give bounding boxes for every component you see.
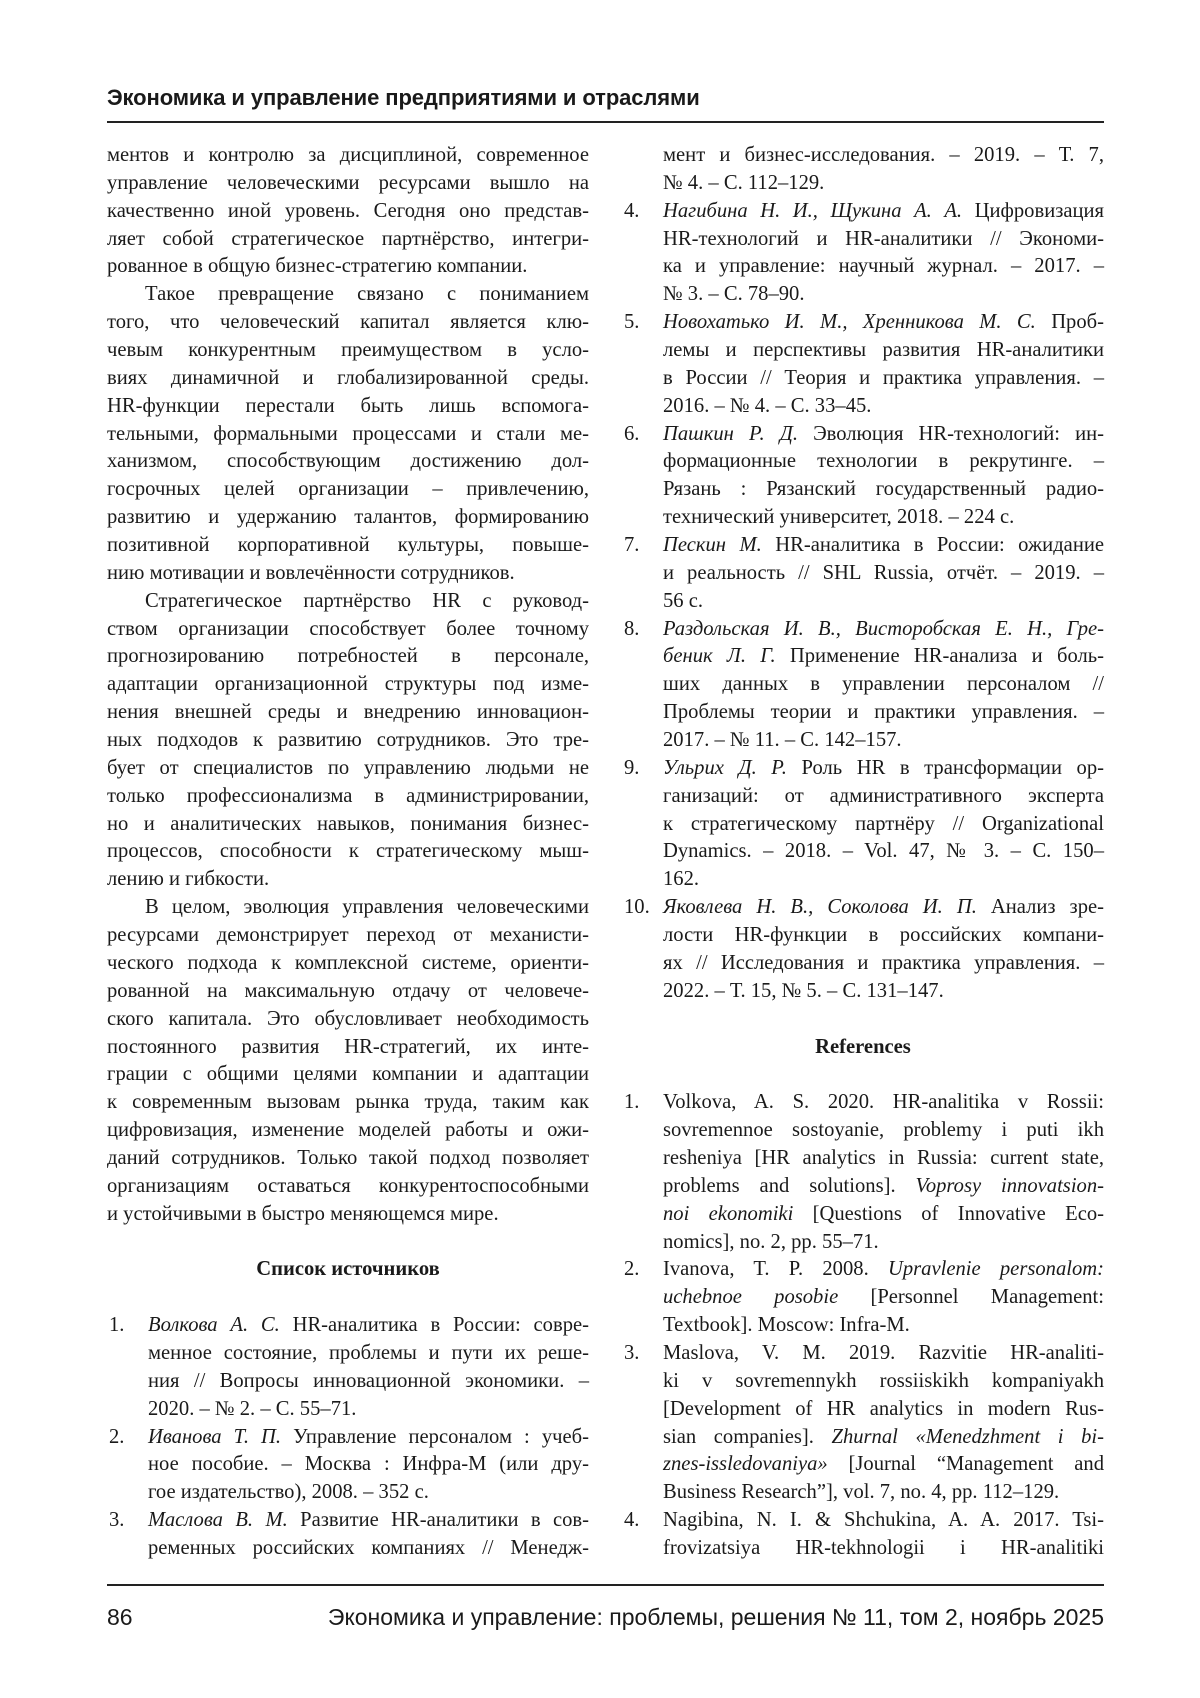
reference-number: 4. (624, 1507, 639, 1535)
italic-text: Волкова А. С. (148, 1314, 280, 1336)
text-line (107, 866, 589, 894)
reference-item (622, 1507, 1104, 1563)
text-line (663, 1256, 1104, 1284)
text-line (107, 226, 589, 254)
text-line (663, 1089, 1104, 1117)
text-line (148, 1535, 589, 1563)
text-segment: Проб- (1036, 311, 1104, 333)
text-segment: Развитие HR-аналитики в сов- (288, 1509, 589, 1531)
left-column (107, 142, 589, 1563)
italic-text: Zhurnal «Menedzhment i bi- (832, 1426, 1105, 1448)
text-segment: ных подходов к развитию сотрудников. Это тре- (107, 729, 589, 751)
reference-item (622, 309, 1104, 420)
paragraph (107, 588, 589, 894)
paragraph (107, 281, 589, 587)
text-line (663, 643, 1104, 671)
text-line (107, 838, 589, 866)
text-line (107, 922, 589, 950)
reference-number: 7. (624, 532, 639, 560)
text-segment: бует от специалистов по управлению людьми не (107, 757, 589, 779)
text-segment: нию мотивации и вовлечённости сотрудников. (107, 562, 515, 584)
text-segment: HR-аналитика в России: совре- (280, 1314, 589, 1336)
text-line (107, 783, 589, 811)
text-segment: ременных российских компаниях // Менедж- (148, 1537, 589, 1559)
text-segment: 56 с. (663, 590, 703, 612)
text-segment: В целом, эволюция управления человеческими (145, 896, 589, 918)
text-line (663, 393, 1104, 421)
text-line (663, 866, 1104, 894)
text-line (107, 253, 589, 281)
text-segment: ное пособие. – Москва : Инфра-М (или дру- (148, 1453, 589, 1475)
text-line (663, 588, 1104, 616)
text-segment: ресурсами демонстрирует переход от механисти- (107, 924, 589, 946)
text-segment: sian companies]. (663, 1426, 832, 1448)
right-column (622, 142, 1104, 1563)
text-segment: только профессионализма в администрировании, (107, 785, 589, 807)
reference-number: 1. (624, 1089, 639, 1117)
text-line (663, 476, 1104, 504)
text-line (148, 1479, 589, 1507)
text-line (663, 504, 1104, 532)
text-line (663, 1396, 1104, 1424)
text-segment: рованное в общую бизнес-стратегию компании. (107, 255, 527, 277)
text-segment: Применение HR-анализа и боль- (776, 645, 1104, 667)
text-line (148, 1340, 589, 1368)
text-segment: и устойчивыми в быстро меняющемся мире. (107, 1203, 499, 1225)
text-line (663, 142, 1104, 170)
text-line (663, 838, 1104, 866)
text-line (663, 783, 1104, 811)
reference-number: 6. (624, 421, 639, 449)
reference-item (622, 532, 1104, 616)
text-segment: resheniya [HR analytics in Russia: current state, (663, 1147, 1104, 1169)
section-heading: Список источников (107, 1256, 589, 1284)
text-line (107, 699, 589, 727)
text-segment: ki v sovremennykh rossiiskikh kompaniyakh (663, 1370, 1104, 1392)
text-segment: ях // Исследования и практика управления. – (663, 952, 1104, 974)
text-line (663, 1173, 1104, 1201)
text-segment: Ivanova, T. P. 2008. (663, 1258, 888, 1280)
text-segment: лости HR-функции в российских компани- (663, 924, 1104, 946)
reference-item (622, 894, 1104, 1005)
text-segment: организациям оставаться конкурентоспособными (107, 1175, 589, 1197)
text-line (663, 1424, 1104, 1452)
italic-text: uchebnoe posobie (663, 1286, 838, 1308)
text-line (107, 1061, 589, 1089)
italic-text: Новохатько И. М., Хренникова М. С. (663, 311, 1036, 333)
paragraph (107, 894, 589, 1228)
reference-item (107, 1507, 589, 1563)
text-segment: [Journal “Management and (828, 1453, 1104, 1475)
text-line (663, 281, 1104, 309)
text-segment: 2022. – Т. 15, № 5. – С. 131–147. (663, 980, 944, 1002)
italic-text: Раздольская И. В., Висторобская Е. Н., Гре- (663, 618, 1104, 640)
text-line (663, 699, 1104, 727)
text-segment: лению и гибкости. (107, 868, 269, 890)
text-line (107, 504, 589, 532)
text-segment: Эволюция HR-технологий: ин- (798, 423, 1104, 445)
italic-text: беник Л. Г. (663, 645, 776, 667)
text-segment: нения внешней среды и внедрению инновацион- (107, 701, 589, 723)
text-segment: развитию и удержанию талантов, формированию (107, 506, 589, 528)
text-segment: ством организации способствует более точному (107, 618, 589, 640)
text-segment: 162. (663, 868, 699, 890)
italic-text: noi ekonomiki (663, 1203, 793, 1225)
text-line (107, 1034, 589, 1062)
page-number: 86 (107, 1603, 133, 1631)
text-segment: управление человеческими ресурсами вышло на (107, 172, 589, 194)
reference-item (622, 142, 1104, 198)
text-segment: Volkova, A. S. 2020. HR-analitika v Rossii: (663, 1091, 1104, 1113)
text-segment: HR-функции перестали быть лишь вспомога- (107, 395, 589, 417)
reference-item (622, 1256, 1104, 1340)
reference-number: 2. (109, 1424, 124, 1452)
text-segment: Textbook]. Moscow: Infra-M. (663, 1314, 910, 1336)
text-segment: постоянного развития HR-стратегий, их инте- (107, 1036, 589, 1058)
text-line (663, 226, 1104, 254)
reference-number: 8. (624, 616, 639, 644)
text-line (663, 1340, 1104, 1368)
text-segment: ческого подхода к комплексной системе, ориенти- (107, 952, 589, 974)
footer-rule (107, 1584, 1104, 1586)
text-segment: тельными, формальными процессами и стали ме- (107, 423, 589, 445)
text-segment: Управление персоналом : учеб- (281, 1426, 589, 1448)
text-segment: виях динамичной и глобализированной среды. (107, 367, 589, 389)
text-line (663, 922, 1104, 950)
text-line (107, 365, 589, 393)
reference-number: 2. (624, 1256, 639, 1284)
text-segment: ханизмом, способствующим достижению дол- (107, 450, 589, 472)
text-line (107, 1173, 589, 1201)
text-line (148, 1507, 589, 1535)
text-segment: 2017. – № 11. – С. 142–157. (663, 729, 902, 751)
text-line (107, 309, 589, 337)
text-line (107, 421, 589, 449)
text-line (663, 1284, 1104, 1312)
text-segment: к современным вызовам рынка труда, таким как (107, 1091, 589, 1113)
text-segment: технический университет, 2018. – 224 с. (663, 506, 1014, 528)
text-segment: ментов и контролю за дисциплиной, современное (107, 144, 589, 166)
text-line (107, 142, 589, 170)
text-line (107, 671, 589, 699)
text-line (107, 950, 589, 978)
text-line (663, 253, 1104, 281)
text-segment: Стратегическое партнёрство HR с руковод- (145, 590, 589, 612)
text-line (107, 198, 589, 226)
text-segment: грации с общими целями компании и адаптации (107, 1063, 589, 1085)
text-segment: цифровизация, изменение моделей работы и ожи- (107, 1119, 589, 1141)
text-line (663, 727, 1104, 755)
reference-number: 3. (109, 1507, 124, 1535)
text-line (663, 1229, 1104, 1257)
text-line (663, 1368, 1104, 1396)
text-segment: прогнозированию потребностей в персонале, (107, 645, 589, 667)
text-segment: ка и управление: научный журнал. – 2017. – (663, 255, 1104, 277)
reference-item (622, 1089, 1104, 1256)
running-head-section-title: Экономика и управление предприятиями и отраслями (107, 84, 700, 112)
reference-item (622, 616, 1104, 755)
text-segment: Dynamics. – 2018. – Vol. 47, № 3. – С. 150– (663, 840, 1104, 862)
reference-number: 5. (624, 309, 639, 337)
text-segment: [Questions of Innovative Eco- (793, 1203, 1104, 1225)
text-line (663, 894, 1104, 922)
text-segment: рованной на максимальную отдачу от человече- (107, 980, 589, 1002)
text-line (107, 811, 589, 839)
text-segment: 2020. – № 2. – С. 55–71. (148, 1398, 356, 1420)
text-line (107, 337, 589, 365)
text-segment: [Personnel Management: (838, 1286, 1104, 1308)
text-segment: мент и бизнес-исследования. – 2019. – Т. 7, (663, 144, 1104, 166)
italic-text: Voprosy innovatsion- (916, 1175, 1104, 1197)
text-segment: лемы и перспективы развития HR-аналитики (663, 339, 1104, 361)
text-segment: Nagibina, N. I. & Shchukina, A. A. 2017. Tsi- (663, 1509, 1104, 1531)
text-segment: госрочных целей организации – привлечению, (107, 478, 589, 500)
text-segment: Рязань : Рязанский государственный радио- (663, 478, 1104, 500)
text-line (107, 1006, 589, 1034)
text-line (107, 894, 589, 922)
text-line (663, 978, 1104, 1006)
text-segment: гое издательство), 2008. – 352 с. (148, 1481, 429, 1503)
text-line (107, 448, 589, 476)
text-line (663, 170, 1104, 198)
page-footer (107, 1603, 1104, 1631)
italic-text: Нагибина Н. И., Щукина А. А. (663, 200, 962, 222)
text-line (107, 560, 589, 588)
text-segment: Цифровизация (962, 200, 1104, 222)
reference-number: 10. (624, 894, 650, 922)
text-segment: в России // Теория и практика управления. – (663, 367, 1104, 389)
text-line (663, 421, 1104, 449)
text-segment: Анализ зре- (977, 896, 1104, 918)
reference-item (622, 198, 1104, 309)
text-segment: Maslova, V. M. 2019. Razvitie HR-analiti- (663, 1342, 1104, 1364)
text-segment: Business Research”], vol. 7, no. 4, pp. 112–129. (663, 1481, 1059, 1503)
text-line (148, 1424, 589, 1452)
reference-item (622, 755, 1104, 894)
italic-text: Upravlenie personalom: (888, 1258, 1104, 1280)
text-line (107, 755, 589, 783)
reference-number: 4. (624, 198, 639, 226)
text-line (107, 978, 589, 1006)
text-line (107, 1089, 589, 1117)
text-line (107, 281, 589, 309)
text-segment: Такое превращение связано с пониманием (145, 283, 589, 305)
text-line (663, 1145, 1104, 1173)
text-segment: чевым конкурентным преимуществом в усло- (107, 339, 589, 361)
text-segment: ших данных в управлении персоналом // (663, 673, 1104, 695)
italic-text: Маслова В. М. (148, 1509, 288, 1531)
text-line (663, 616, 1104, 644)
text-line (107, 1117, 589, 1145)
text-segment: problems and solutions]. (663, 1175, 916, 1197)
text-segment: к стратегическому партнёру // Organizational (663, 813, 1104, 835)
text-line (663, 1535, 1104, 1563)
text-line (148, 1368, 589, 1396)
text-line (148, 1451, 589, 1479)
text-line (663, 1479, 1104, 1507)
text-line (663, 1507, 1104, 1535)
journal-issue: Экономика и управление: проблемы, решения № 11, том 2, ноябрь 2025 (328, 1603, 1104, 1631)
text-line (107, 588, 589, 616)
italic-text: Иванова Т. П. (148, 1426, 281, 1448)
italic-text: Ульрих Д. Р. (663, 757, 787, 779)
text-segment: адаптации организационной структуры под изме- (107, 673, 589, 695)
text-line (663, 755, 1104, 783)
reference-number: 3. (624, 1340, 639, 1368)
text-segment: frovizatsiya HR-tekhnologii i HR-analitiki (663, 1537, 1104, 1559)
text-segment: HR-технологий и HR-аналитики // Экономи- (663, 228, 1104, 250)
text-segment: Проблемы теории и практики управления. – (663, 701, 1104, 723)
text-segment: ляет собой стратегическое партнёрство, интегри- (107, 228, 589, 250)
reference-number: 9. (624, 755, 639, 783)
text-line (663, 309, 1104, 337)
text-line (663, 198, 1104, 226)
text-segment: HR-аналитика в России: ожидание (762, 534, 1104, 556)
italic-text: Пескин М. (663, 534, 762, 556)
text-segment: но и аналитических навыков, понимания бизнес- (107, 813, 589, 835)
text-line (148, 1396, 589, 1424)
text-line (148, 1312, 589, 1340)
text-line (663, 448, 1104, 476)
reference-item (107, 1424, 589, 1508)
text-line (107, 476, 589, 504)
text-segment: sovremennoe sostoyanie, problemy i puti ikh (663, 1119, 1104, 1141)
text-line (663, 365, 1104, 393)
text-segment: Роль HR в трансформации ор- (787, 757, 1104, 779)
text-line (663, 560, 1104, 588)
reference-item (622, 421, 1104, 532)
text-line (107, 1145, 589, 1173)
text-line (663, 1201, 1104, 1229)
text-line (107, 393, 589, 421)
text-segment: того, что человеческий капитал является клю- (107, 311, 589, 333)
reference-item (622, 1340, 1104, 1507)
text-line (107, 727, 589, 755)
text-line (663, 1451, 1104, 1479)
text-segment: [Development of HR analytics in modern Rus- (663, 1398, 1104, 1420)
italic-text: Яковлева Н. В., Соколова И. П. (663, 896, 977, 918)
text-segment: № 4. – С. 112–129. (663, 172, 824, 194)
text-segment: формационные технологии в рекрутинге. – (663, 450, 1104, 472)
text-line (663, 811, 1104, 839)
text-line (663, 671, 1104, 699)
text-segment: менное состояние, проблемы и пути их реше- (148, 1342, 589, 1364)
text-line (663, 1312, 1104, 1340)
text-segment: № 3. – С. 78–90. (663, 283, 805, 305)
text-line (107, 170, 589, 198)
text-segment: позитивной корпоративной культуры, повыше- (107, 534, 589, 556)
italic-text: Пашкин Р. Д. (663, 423, 798, 445)
text-segment: ганизаций: от административного эксперта (663, 785, 1104, 807)
text-segment: процессов, способности к стратегическому мыш- (107, 840, 589, 862)
text-segment: даний сотрудников. Только такой подход позволяет (107, 1147, 589, 1169)
text-segment: ского капитала. Это обусловливает необходимость (107, 1008, 589, 1030)
text-line (107, 532, 589, 560)
text-line (663, 950, 1104, 978)
text-line (107, 643, 589, 671)
text-line (663, 337, 1104, 365)
reference-number: 1. (109, 1312, 124, 1340)
italic-text: znes-issledovaniya» (663, 1453, 828, 1475)
reference-item (107, 1312, 589, 1423)
paragraph (107, 142, 589, 281)
text-line (107, 1201, 589, 1229)
section-heading: References (622, 1034, 1104, 1062)
text-segment: и реальность // SHL Russia, отчёт. – 2019. – (663, 562, 1104, 584)
text-segment: nomics], no. 2, pp. 55–71. (663, 1231, 879, 1253)
header-rule (107, 121, 1104, 123)
text-segment: качественно иной уровень. Сегодня оно представ- (107, 200, 589, 222)
text-segment: ния // Вопросы инновационной экономики. – (148, 1370, 589, 1392)
text-line (663, 532, 1104, 560)
text-line (663, 1117, 1104, 1145)
text-segment: 2016. – № 4. – С. 33–45. (663, 395, 871, 417)
text-line (107, 616, 589, 644)
